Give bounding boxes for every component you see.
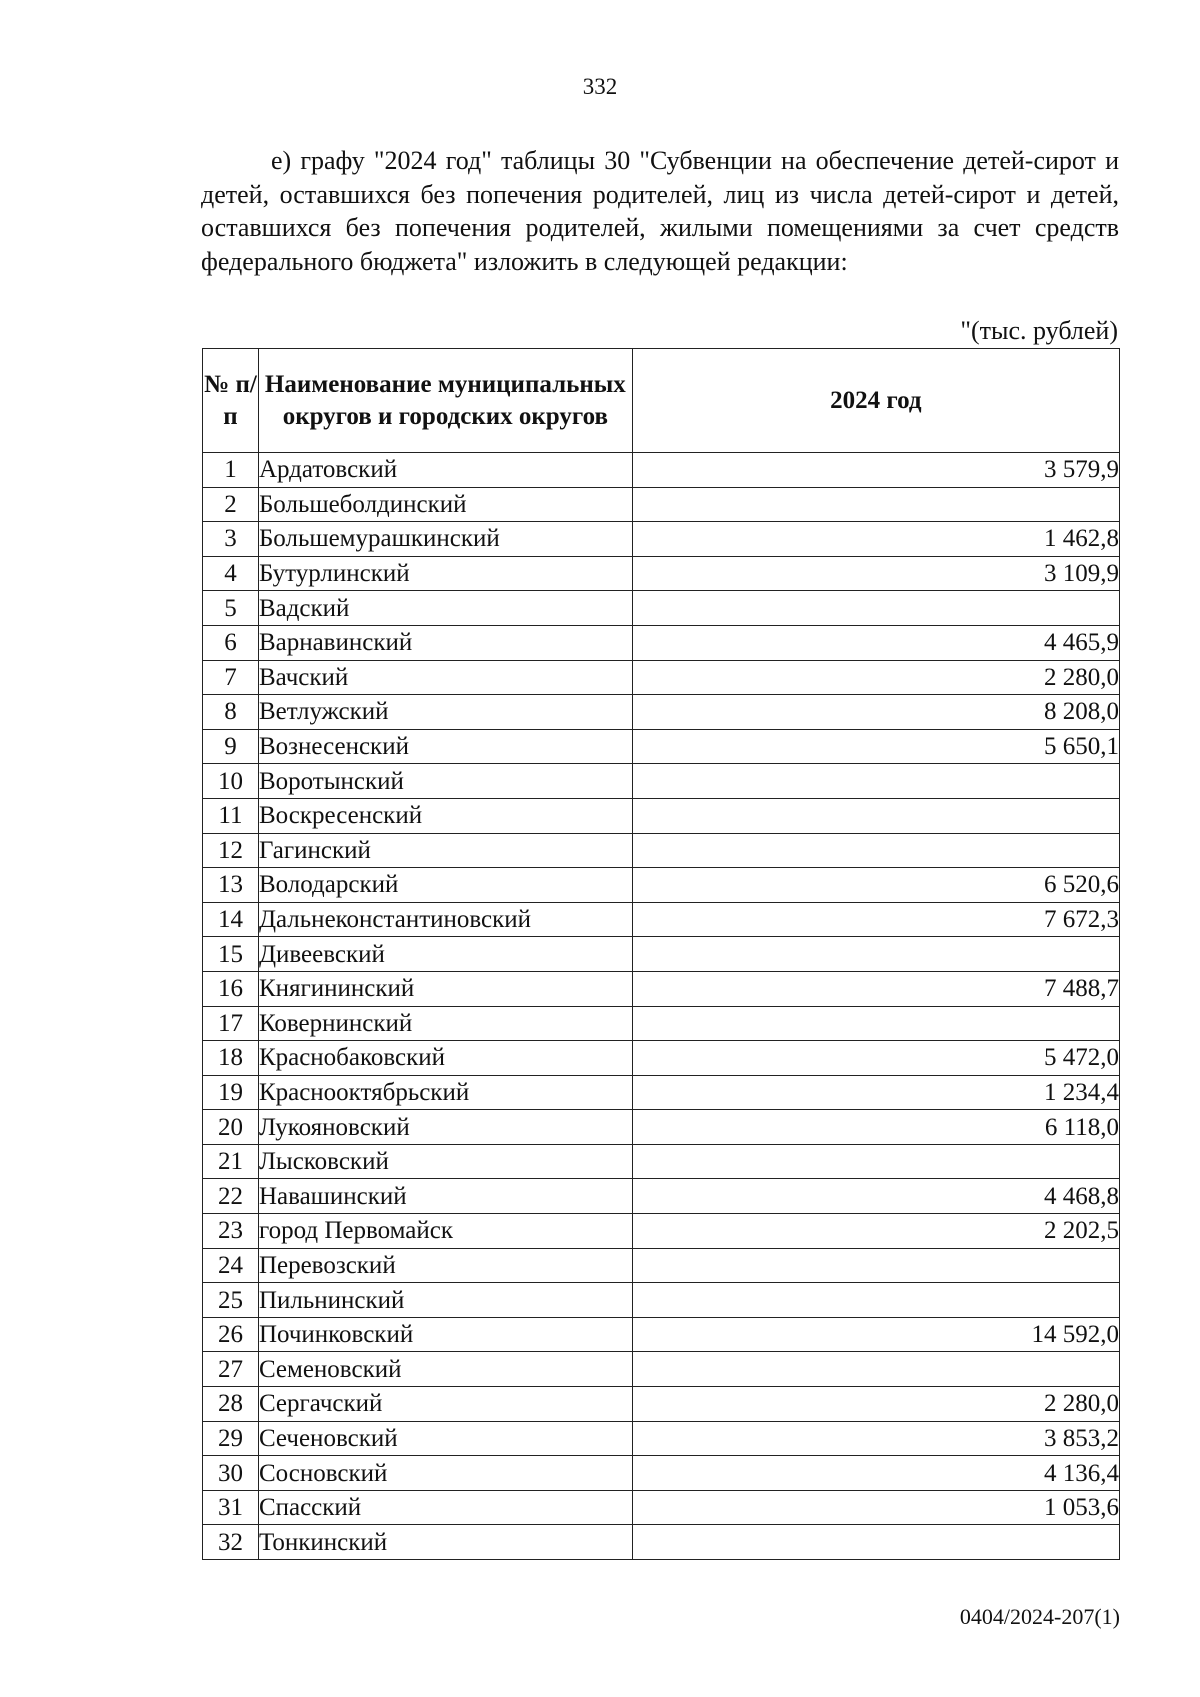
row-number: 4: [203, 556, 259, 591]
subvention-value: [632, 1248, 1119, 1283]
subvention-value: 5 650,1: [632, 729, 1119, 764]
table-row: [203, 833, 1120, 868]
row-number: 7: [203, 660, 259, 695]
row-number: 29: [203, 1421, 259, 1456]
row-number: 13: [203, 868, 259, 903]
municipality-name: Варнавинский: [258, 625, 632, 660]
row-number: 18: [203, 1041, 259, 1076]
table-row: [203, 868, 1120, 903]
subvention-value: 7 488,7: [632, 971, 1119, 1006]
subvention-value: 1 053,6: [632, 1490, 1119, 1525]
table-row: [203, 1075, 1120, 1110]
subvention-value: 1 234,4: [632, 1075, 1119, 1110]
municipality-name: Пильнинский: [258, 1283, 632, 1318]
table-row: [203, 556, 1120, 591]
municipality-name: Перевозский: [258, 1248, 632, 1283]
table-row: [203, 591, 1120, 626]
table-row: [203, 695, 1120, 730]
row-number: 17: [203, 1006, 259, 1041]
table-row: [203, 1421, 1120, 1456]
table-row: [203, 1041, 1120, 1076]
row-number: 31: [203, 1490, 259, 1525]
subvention-value: [632, 591, 1119, 626]
table-row: [203, 1352, 1120, 1387]
subvention-value: 14 592,0: [632, 1317, 1119, 1352]
row-number: 24: [203, 1248, 259, 1283]
subvention-value: [632, 1352, 1119, 1387]
row-number: 15: [203, 937, 259, 972]
header-number: № п/п: [203, 349, 259, 453]
table-row: [203, 902, 1120, 937]
municipality-name: Ветлужский: [258, 695, 632, 730]
row-number: 6: [203, 625, 259, 660]
table-row: [203, 1248, 1120, 1283]
subvention-value: 7 672,3: [632, 902, 1119, 937]
row-number: 8: [203, 695, 259, 730]
municipality-name: Починковский: [258, 1317, 632, 1352]
row-number: 1: [203, 453, 259, 488]
municipality-name: Княгининский: [258, 971, 632, 1006]
municipality-name: Лысковский: [258, 1144, 632, 1179]
municipality-name: Дальнеконстантиновский: [258, 902, 632, 937]
subvention-value: 2 202,5: [632, 1214, 1119, 1249]
subvention-table: [202, 348, 1120, 1560]
table-row: [203, 1317, 1120, 1352]
row-number: 19: [203, 1075, 259, 1110]
subvention-value: 2 280,0: [632, 660, 1119, 695]
subvention-value: [632, 487, 1119, 522]
intro-paragraph: е) графу "2024 год" таблицы 30 "Субвенции на обеспечение детей-сирот и детей, оставшихся без попечения родителей, лиц из числа детей-сирот и детей, оставшихся без попечения родителей, жилыми помещениями за счет средств федерального бюджета" изложить в следующей редакции:: [201, 146, 1119, 276]
table-row: [203, 522, 1120, 557]
row-number: 32: [203, 1525, 259, 1560]
subvention-value: 3 109,9: [632, 556, 1119, 591]
subvention-value: [632, 1006, 1119, 1041]
row-number: 30: [203, 1456, 259, 1491]
table-row: [203, 1490, 1120, 1525]
table-row: [203, 487, 1120, 522]
subvention-value: 8 208,0: [632, 695, 1119, 730]
municipality-name: Сергачский: [258, 1387, 632, 1422]
municipality-name: Сосновский: [258, 1456, 632, 1491]
row-number: 5: [203, 591, 259, 626]
table-row: [203, 1006, 1120, 1041]
table-row: [203, 764, 1120, 799]
subvention-value: 1 462,8: [632, 522, 1119, 557]
header-municipality: Наименование муниципальных округов и городских округов: [258, 349, 632, 453]
row-number: 25: [203, 1283, 259, 1318]
municipality-name: Дивеевский: [258, 937, 632, 972]
unit-label: "(тыс. рублей): [960, 316, 1118, 345]
row-number: 21: [203, 1144, 259, 1179]
municipality-name: Бутурлинский: [258, 556, 632, 591]
municipality-name: Краснобаковский: [258, 1041, 632, 1076]
header-year-2024: 2024 год: [632, 349, 1119, 453]
subvention-value: 4 468,8: [632, 1179, 1119, 1214]
subvention-value: [632, 1525, 1119, 1560]
row-number: 12: [203, 833, 259, 868]
page-number: 332: [582, 74, 618, 99]
table-row: [203, 729, 1120, 764]
row-number: 23: [203, 1214, 259, 1249]
row-number: 28: [203, 1387, 259, 1422]
subvention-value: 6 520,6: [632, 868, 1119, 903]
municipality-name: Ардатовский: [258, 453, 632, 488]
subvention-value: 6 118,0: [632, 1110, 1119, 1145]
table-row: [203, 1283, 1120, 1318]
subvention-value: [632, 937, 1119, 972]
municipality-name: Вачский: [258, 660, 632, 695]
municipality-name: Большемурашкинский: [258, 522, 632, 557]
row-number: 11: [203, 798, 259, 833]
table-row: [203, 971, 1120, 1006]
municipality-name: город Первомайск: [258, 1214, 632, 1249]
municipality-name: Сеченовский: [258, 1421, 632, 1456]
subvention-value: 2 280,0: [632, 1387, 1119, 1422]
subvention-value: 4 136,4: [632, 1456, 1119, 1491]
municipality-name: Лукояновский: [258, 1110, 632, 1145]
row-number: 3: [203, 522, 259, 557]
subvention-value: [632, 1144, 1119, 1179]
municipality-name: Тонкинский: [258, 1525, 632, 1560]
municipality-name: Володарский: [258, 868, 632, 903]
row-number: 2: [203, 487, 259, 522]
row-number: 16: [203, 971, 259, 1006]
municipality-name: Навашинский: [258, 1179, 632, 1214]
row-number: 10: [203, 764, 259, 799]
municipality-name: Воротынский: [258, 764, 632, 799]
table-row: [203, 1179, 1120, 1214]
row-number: 27: [203, 1352, 259, 1387]
subvention-value: 5 472,0: [632, 1041, 1119, 1076]
subvention-value: [632, 764, 1119, 799]
municipality-name: Большеболдинский: [258, 487, 632, 522]
table-row: [203, 625, 1120, 660]
municipality-name: Воскресенский: [258, 798, 632, 833]
table-row: [203, 453, 1120, 488]
municipality-name: Семеновский: [258, 1352, 632, 1387]
municipality-name: Краснооктябрьский: [258, 1075, 632, 1110]
subvention-value: 3 853,2: [632, 1421, 1119, 1456]
row-number: 14: [203, 902, 259, 937]
row-number: 9: [203, 729, 259, 764]
subvention-value: [632, 833, 1119, 868]
subvention-value: [632, 798, 1119, 833]
subvention-value: 3 579,9: [632, 453, 1119, 488]
municipality-name: Вознесенский: [258, 729, 632, 764]
table-row: [203, 1456, 1120, 1491]
table-row: [203, 1387, 1120, 1422]
municipality-name: Гагинский: [258, 833, 632, 868]
table-row: [203, 798, 1120, 833]
table-row: [203, 937, 1120, 972]
table-row: [203, 660, 1120, 695]
table-row: [203, 1144, 1120, 1179]
municipality-name: Ковернинский: [258, 1006, 632, 1041]
municipality-name: Спасский: [258, 1490, 632, 1525]
table-body: [203, 453, 1120, 1560]
row-number: 20: [203, 1110, 259, 1145]
row-number: 22: [203, 1179, 259, 1214]
table-row: [203, 1214, 1120, 1249]
municipality-name: Вадский: [258, 591, 632, 626]
subvention-value: [632, 1283, 1119, 1318]
table-row: [203, 1525, 1120, 1560]
table-header-row: [203, 349, 1120, 453]
document-code: 0404/2024-207(1): [959, 1604, 1120, 1629]
subvention-value: 4 465,9: [632, 625, 1119, 660]
row-number: 26: [203, 1317, 259, 1352]
table-row: [203, 1110, 1120, 1145]
